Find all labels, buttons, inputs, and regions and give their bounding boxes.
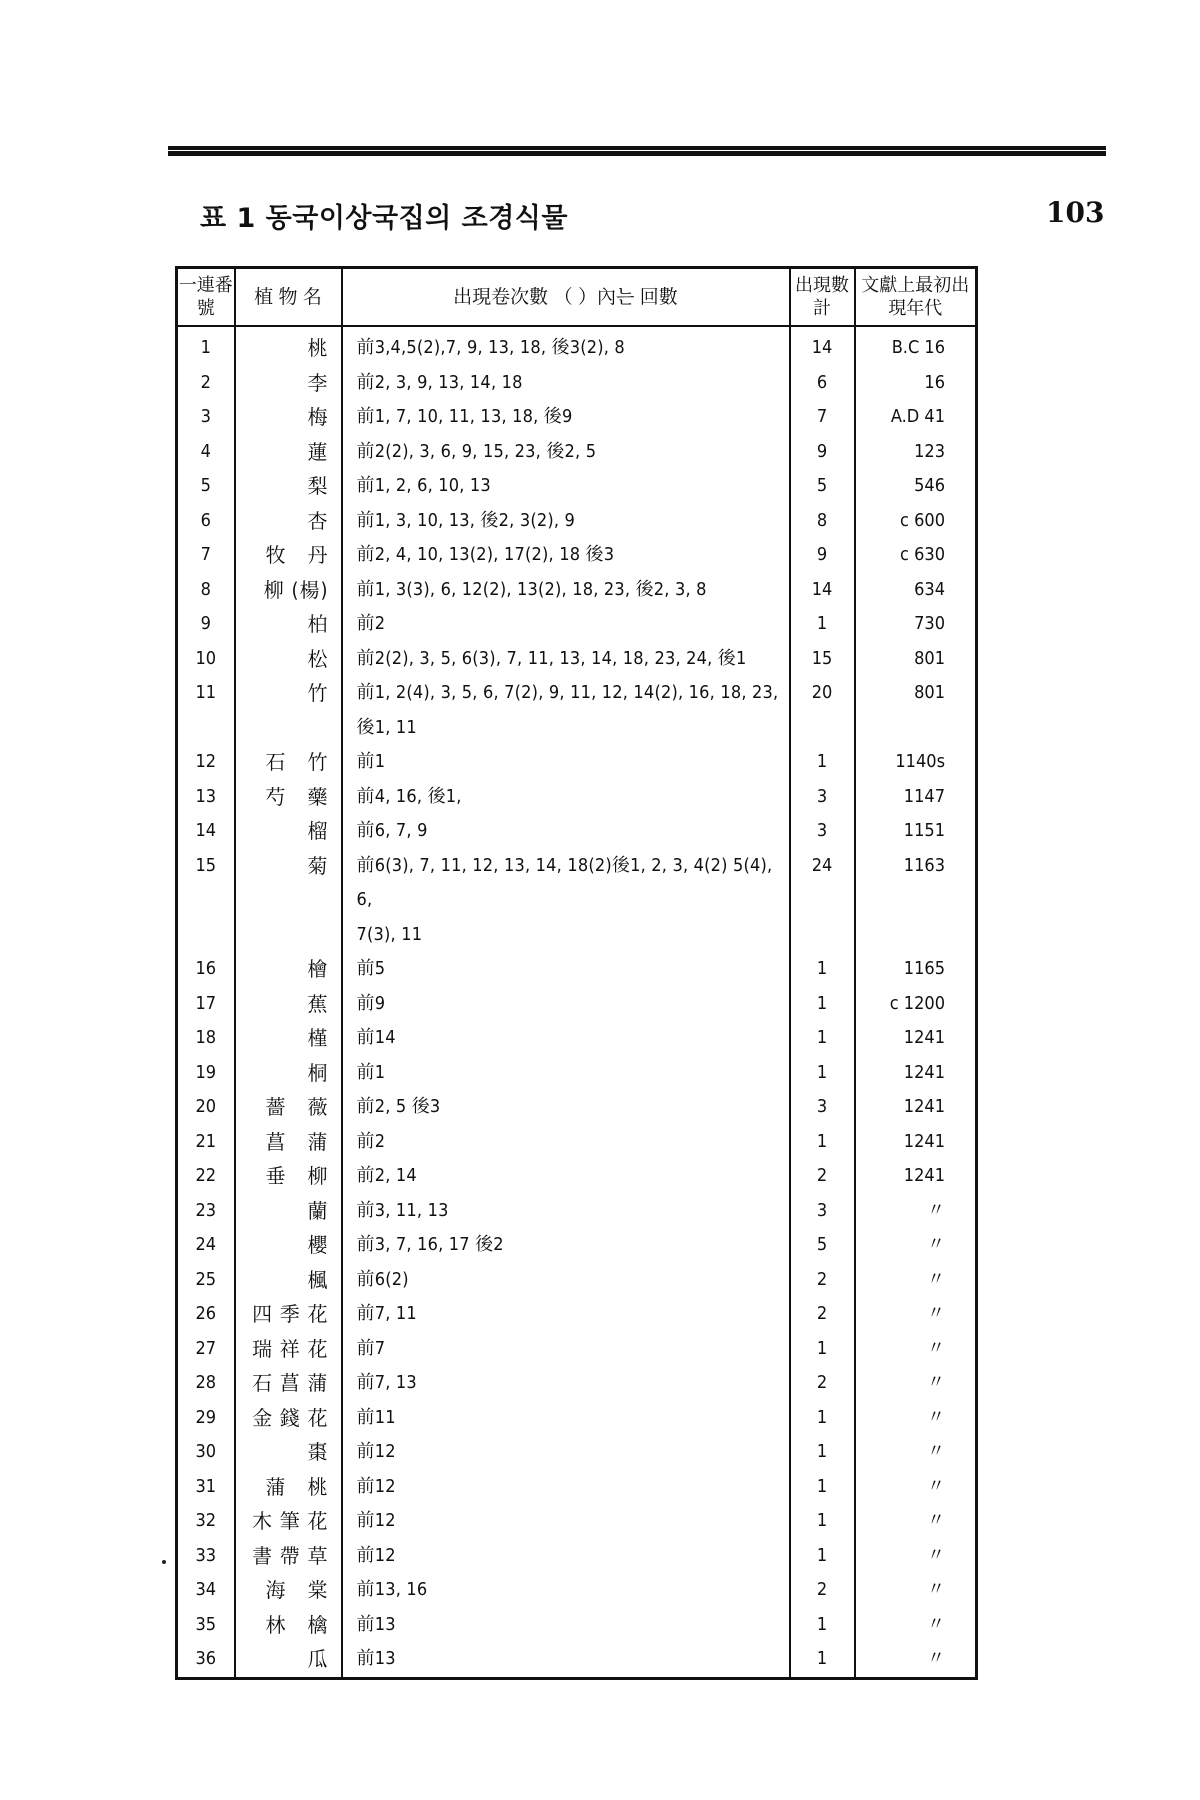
- row-count: 5: [790, 469, 855, 504]
- row-year: 1151: [855, 814, 977, 849]
- row-plant-name: 牧 丹: [235, 538, 342, 573]
- row-occurrence: 前7: [342, 1332, 790, 1367]
- row-count: 2: [790, 1263, 855, 1298]
- row-year: 634: [855, 573, 977, 608]
- row-plant-name: 菖 蒲: [235, 1125, 342, 1160]
- row-no: 15: [177, 849, 235, 953]
- row-plant-name: 瓜: [235, 1642, 342, 1678]
- row-occurrence: 前12: [342, 1435, 790, 1470]
- row-plant-name: 桃: [235, 326, 342, 366]
- table-row: [177, 1228, 977, 1263]
- row-plant-name: 榴: [235, 814, 342, 849]
- row-count: 1: [790, 1435, 855, 1470]
- table-row: [177, 1608, 977, 1643]
- table-header-row: [177, 268, 977, 327]
- row-count: 9: [790, 538, 855, 573]
- row-occurrence: 前1: [342, 1056, 790, 1091]
- row-count: 3: [790, 780, 855, 815]
- row-no: 13: [177, 780, 235, 815]
- row-occurrence: 前2(2), 3, 6, 9, 15, 23, 後2, 5: [342, 435, 790, 470]
- row-year: A.D 41: [855, 400, 977, 435]
- row-plant-name: 蓮: [235, 435, 342, 470]
- table-row: [177, 745, 977, 780]
- row-plant-name: 蕉: [235, 987, 342, 1022]
- row-count: 1: [790, 1504, 855, 1539]
- row-count: 7: [790, 400, 855, 435]
- row-no: 4: [177, 435, 235, 470]
- row-year: 〃: [855, 1297, 977, 1332]
- row-year: 〃: [855, 1642, 977, 1678]
- row-no: 27: [177, 1332, 235, 1367]
- row-occurrence: 前2, 14: [342, 1159, 790, 1194]
- row-occurrence: 前1, 2, 6, 10, 13: [342, 469, 790, 504]
- header-rule-gap: [168, 150, 1106, 151]
- header-occurrence: 出現卷次數 （ ）內는 回數: [342, 268, 790, 327]
- row-plant-name: 竹: [235, 676, 342, 745]
- row-count: 9: [790, 435, 855, 470]
- row-no: 16: [177, 952, 235, 987]
- table-row: [177, 1642, 977, 1678]
- row-occurrence: 前2: [342, 1125, 790, 1160]
- row-no: 9: [177, 607, 235, 642]
- row-occurrence: 前2(2), 3, 5, 6(3), 7, 11, 13, 14, 18, 23, 24, 後1: [342, 642, 790, 677]
- row-occurrence: 前3, 7, 16, 17 後2: [342, 1228, 790, 1263]
- row-occurrence: 前11: [342, 1401, 790, 1436]
- table-row: [177, 1263, 977, 1298]
- row-count: 1: [790, 1125, 855, 1160]
- row-count: 1: [790, 1539, 855, 1574]
- row-count: 1: [790, 1332, 855, 1367]
- row-no: 33: [177, 1539, 235, 1574]
- row-occurrence: 前7, 11: [342, 1297, 790, 1332]
- table-title: 표 1 동국이상국집의 조경식물: [200, 203, 568, 234]
- row-year: c 1200: [855, 987, 977, 1022]
- row-occurrence-line: 後1, 11: [356, 716, 417, 738]
- row-no: 5: [177, 469, 235, 504]
- row-plant-name: 柳 (楊): [235, 573, 342, 608]
- row-count: 1: [790, 1470, 855, 1505]
- row-plant-name: 蒲 桃: [235, 1470, 342, 1505]
- table-row: [177, 987, 977, 1022]
- row-occurrence: 前2: [342, 607, 790, 642]
- row-no: 11: [177, 676, 235, 745]
- row-count: 3: [790, 1194, 855, 1229]
- row-count: 1: [790, 1056, 855, 1091]
- row-no: 1: [177, 326, 235, 366]
- table-row: [177, 1435, 977, 1470]
- row-no: 12: [177, 745, 235, 780]
- row-no: 23: [177, 1194, 235, 1229]
- row-no: 21: [177, 1125, 235, 1160]
- row-plant-name: 芍 藥: [235, 780, 342, 815]
- header-rule: [168, 146, 1106, 156]
- row-no: 22: [177, 1159, 235, 1194]
- row-no: 24: [177, 1228, 235, 1263]
- row-no: 17: [177, 987, 235, 1022]
- row-no: 6: [177, 504, 235, 539]
- header-count: 出現數計: [790, 268, 855, 327]
- row-plant-name: 李: [235, 366, 342, 401]
- row-count: 20: [790, 676, 855, 745]
- row-occurrence-line: 前6(3), 7, 11, 12, 13, 14, 18(2)後1, 2, 3, 4(2) 5(4), 6,: [356, 854, 773, 910]
- table-row: [177, 435, 977, 470]
- table-row: [177, 1090, 977, 1125]
- row-count: 1: [790, 987, 855, 1022]
- table-row: [177, 1021, 977, 1056]
- row-occurrence: 前6(2): [342, 1263, 790, 1298]
- row-count: 1: [790, 607, 855, 642]
- row-no: 10: [177, 642, 235, 677]
- table-row: [177, 538, 977, 573]
- row-year: 546: [855, 469, 977, 504]
- row-year: 801: [855, 642, 977, 677]
- header-year: 文獻上最初出現年代: [855, 268, 977, 327]
- row-plant-name: 林 檎: [235, 1608, 342, 1643]
- row-count: 14: [790, 573, 855, 608]
- table-row: [177, 1332, 977, 1367]
- row-count: 14: [790, 326, 855, 366]
- row-plant-name: 金 錢 花: [235, 1401, 342, 1436]
- row-plant-name: 櫻: [235, 1228, 342, 1263]
- row-plant-name: 菊: [235, 849, 342, 953]
- row-plant-name: 檜: [235, 952, 342, 987]
- row-year: 16: [855, 366, 977, 401]
- row-count: 24: [790, 849, 855, 953]
- table-row: [177, 469, 977, 504]
- row-no: 7: [177, 538, 235, 573]
- row-year: 1147: [855, 780, 977, 815]
- row-count: 2: [790, 1159, 855, 1194]
- table-row: [177, 1401, 977, 1436]
- row-plant-name: 石 竹: [235, 745, 342, 780]
- table-row: [177, 326, 977, 366]
- row-occurrence: 前2, 3, 9, 13, 14, 18: [342, 366, 790, 401]
- table-row: [177, 1194, 977, 1229]
- row-count: 1: [790, 952, 855, 987]
- row-no: 18: [177, 1021, 235, 1056]
- table-body: [177, 326, 977, 1678]
- table-row: [177, 1470, 977, 1505]
- table-row: [177, 952, 977, 987]
- row-year: 1241: [855, 1056, 977, 1091]
- row-year: 〃: [855, 1608, 977, 1643]
- row-year: 1140s: [855, 745, 977, 780]
- row-occurrence: 前3,4,5(2),7, 9, 13, 18, 後3(2), 8: [342, 326, 790, 366]
- row-occurrence: 前6, 7, 9: [342, 814, 790, 849]
- row-no: 28: [177, 1366, 235, 1401]
- row-plant-name: 四 季 花: [235, 1297, 342, 1332]
- row-occurrence: 前1: [342, 745, 790, 780]
- row-no: 2: [177, 366, 235, 401]
- row-no: 32: [177, 1504, 235, 1539]
- row-year: 〃: [855, 1435, 977, 1470]
- row-occurrence: 前3, 11, 13: [342, 1194, 790, 1229]
- row-year: 1241: [855, 1021, 977, 1056]
- row-plant-name: 木 筆 花: [235, 1504, 342, 1539]
- row-no: 3: [177, 400, 235, 435]
- row-count: 3: [790, 1090, 855, 1125]
- row-year: 801: [855, 676, 977, 745]
- row-plant-name: 海 棠: [235, 1573, 342, 1608]
- row-year: 1241: [855, 1090, 977, 1125]
- header-no: 一連番號: [177, 268, 235, 327]
- table-row: [177, 366, 977, 401]
- row-count: 1: [790, 1401, 855, 1436]
- row-year: 〃: [855, 1228, 977, 1263]
- row-occurrence: 前2, 4, 10, 13(2), 17(2), 18 後3: [342, 538, 790, 573]
- row-count: 3: [790, 814, 855, 849]
- row-occurrence: [342, 849, 790, 953]
- row-count: 1: [790, 1608, 855, 1643]
- row-year: 〃: [855, 1470, 977, 1505]
- row-year: 1241: [855, 1159, 977, 1194]
- table-row: [177, 1125, 977, 1160]
- table-row: [177, 1056, 977, 1091]
- row-no: 29: [177, 1401, 235, 1436]
- row-plant-name: 瑞 祥 花: [235, 1332, 342, 1367]
- row-year: 〃: [855, 1366, 977, 1401]
- row-count: 2: [790, 1297, 855, 1332]
- row-plant-name: 棗: [235, 1435, 342, 1470]
- row-occurrence: 前5: [342, 952, 790, 987]
- row-occurrence: [342, 676, 790, 745]
- row-year: 〃: [855, 1263, 977, 1298]
- table-row: [177, 400, 977, 435]
- table-row: [177, 780, 977, 815]
- row-count: 6: [790, 366, 855, 401]
- row-plant-name: 梨: [235, 469, 342, 504]
- header-name: 植 物 名: [235, 268, 342, 327]
- row-count: 5: [790, 1228, 855, 1263]
- table-row: [177, 504, 977, 539]
- row-year: 730: [855, 607, 977, 642]
- row-occurrence: 前9: [342, 987, 790, 1022]
- table-row: [177, 642, 977, 677]
- row-occurrence: 前12: [342, 1504, 790, 1539]
- row-year: c 630: [855, 538, 977, 573]
- row-no: 25: [177, 1263, 235, 1298]
- row-plant-name: 石 菖 蒲: [235, 1366, 342, 1401]
- stray-mark: [162, 1560, 166, 1564]
- row-count: 2: [790, 1573, 855, 1608]
- row-no: 19: [177, 1056, 235, 1091]
- row-no: 35: [177, 1608, 235, 1643]
- row-plant-name: 蘭: [235, 1194, 342, 1229]
- page-number: 103: [1046, 196, 1105, 229]
- row-occurrence: 前13: [342, 1642, 790, 1678]
- row-year: B.C 16: [855, 326, 977, 366]
- row-occurrence: 前13: [342, 1608, 790, 1643]
- row-plant-name: 柏: [235, 607, 342, 642]
- row-no: 20: [177, 1090, 235, 1125]
- row-occurrence: 前1, 3, 10, 13, 後2, 3(2), 9: [342, 504, 790, 539]
- row-occurrence: 前4, 16, 後1,: [342, 780, 790, 815]
- table-row: [177, 1297, 977, 1332]
- row-year: 123: [855, 435, 977, 470]
- table-row: [177, 1504, 977, 1539]
- row-no: 8: [177, 573, 235, 608]
- row-no: 34: [177, 1573, 235, 1608]
- row-year: 〃: [855, 1504, 977, 1539]
- row-plant-name: 梅: [235, 400, 342, 435]
- row-occurrence: 前12: [342, 1539, 790, 1574]
- row-occurrence: 前1, 3(3), 6, 12(2), 13(2), 18, 23, 後2, 3, 8: [342, 573, 790, 608]
- row-plant-name: 槿: [235, 1021, 342, 1056]
- row-occurrence: 前13, 16: [342, 1573, 790, 1608]
- row-plant-name: 垂 柳: [235, 1159, 342, 1194]
- table-row: [177, 1573, 977, 1608]
- row-year: 〃: [855, 1539, 977, 1574]
- row-count: 15: [790, 642, 855, 677]
- table-row: [177, 1366, 977, 1401]
- row-count: 2: [790, 1366, 855, 1401]
- row-no: 31: [177, 1470, 235, 1505]
- row-year: c 600: [855, 504, 977, 539]
- row-occurrence: 前2, 5 後3: [342, 1090, 790, 1125]
- row-plant-name: 書 帶 草: [235, 1539, 342, 1574]
- row-plant-name: 楓: [235, 1263, 342, 1298]
- row-plant-name: 杏: [235, 504, 342, 539]
- row-count: 8: [790, 504, 855, 539]
- table-row: [177, 573, 977, 608]
- row-occurrence: 前1, 7, 10, 11, 13, 18, 後9: [342, 400, 790, 435]
- row-occurrence: 前12: [342, 1470, 790, 1505]
- row-year: 〃: [855, 1194, 977, 1229]
- row-year: 〃: [855, 1401, 977, 1436]
- row-count: 1: [790, 745, 855, 780]
- table-row: [177, 607, 977, 642]
- row-count: 1: [790, 1642, 855, 1678]
- table-row: [177, 814, 977, 849]
- row-occurrence-line: 前1, 2(4), 3, 5, 6, 7(2), 9, 11, 12, 14(2), 16, 18, 23,: [356, 682, 779, 703]
- row-plant-name: 薔 薇: [235, 1090, 342, 1125]
- row-year: 1165: [855, 952, 977, 987]
- plant-table: [175, 266, 978, 1680]
- row-year: 〃: [855, 1573, 977, 1608]
- row-plant-name: 松: [235, 642, 342, 677]
- row-year: 1163: [855, 849, 977, 953]
- table-row: [177, 1539, 977, 1574]
- row-year: 〃: [855, 1332, 977, 1367]
- row-count: 1: [790, 1021, 855, 1056]
- row-year: 1241: [855, 1125, 977, 1160]
- row-occurrence-line: 7(3), 11: [356, 923, 423, 945]
- row-occurrence: 前7, 13: [342, 1366, 790, 1401]
- row-plant-name: 桐: [235, 1056, 342, 1091]
- row-no: 36: [177, 1642, 235, 1678]
- table-row: [177, 1159, 977, 1194]
- row-no: 30: [177, 1435, 235, 1470]
- row-occurrence: 前14: [342, 1021, 790, 1056]
- table-row: [177, 676, 977, 745]
- table-row: [177, 849, 977, 953]
- row-no: 14: [177, 814, 235, 849]
- row-no: 26: [177, 1297, 235, 1332]
